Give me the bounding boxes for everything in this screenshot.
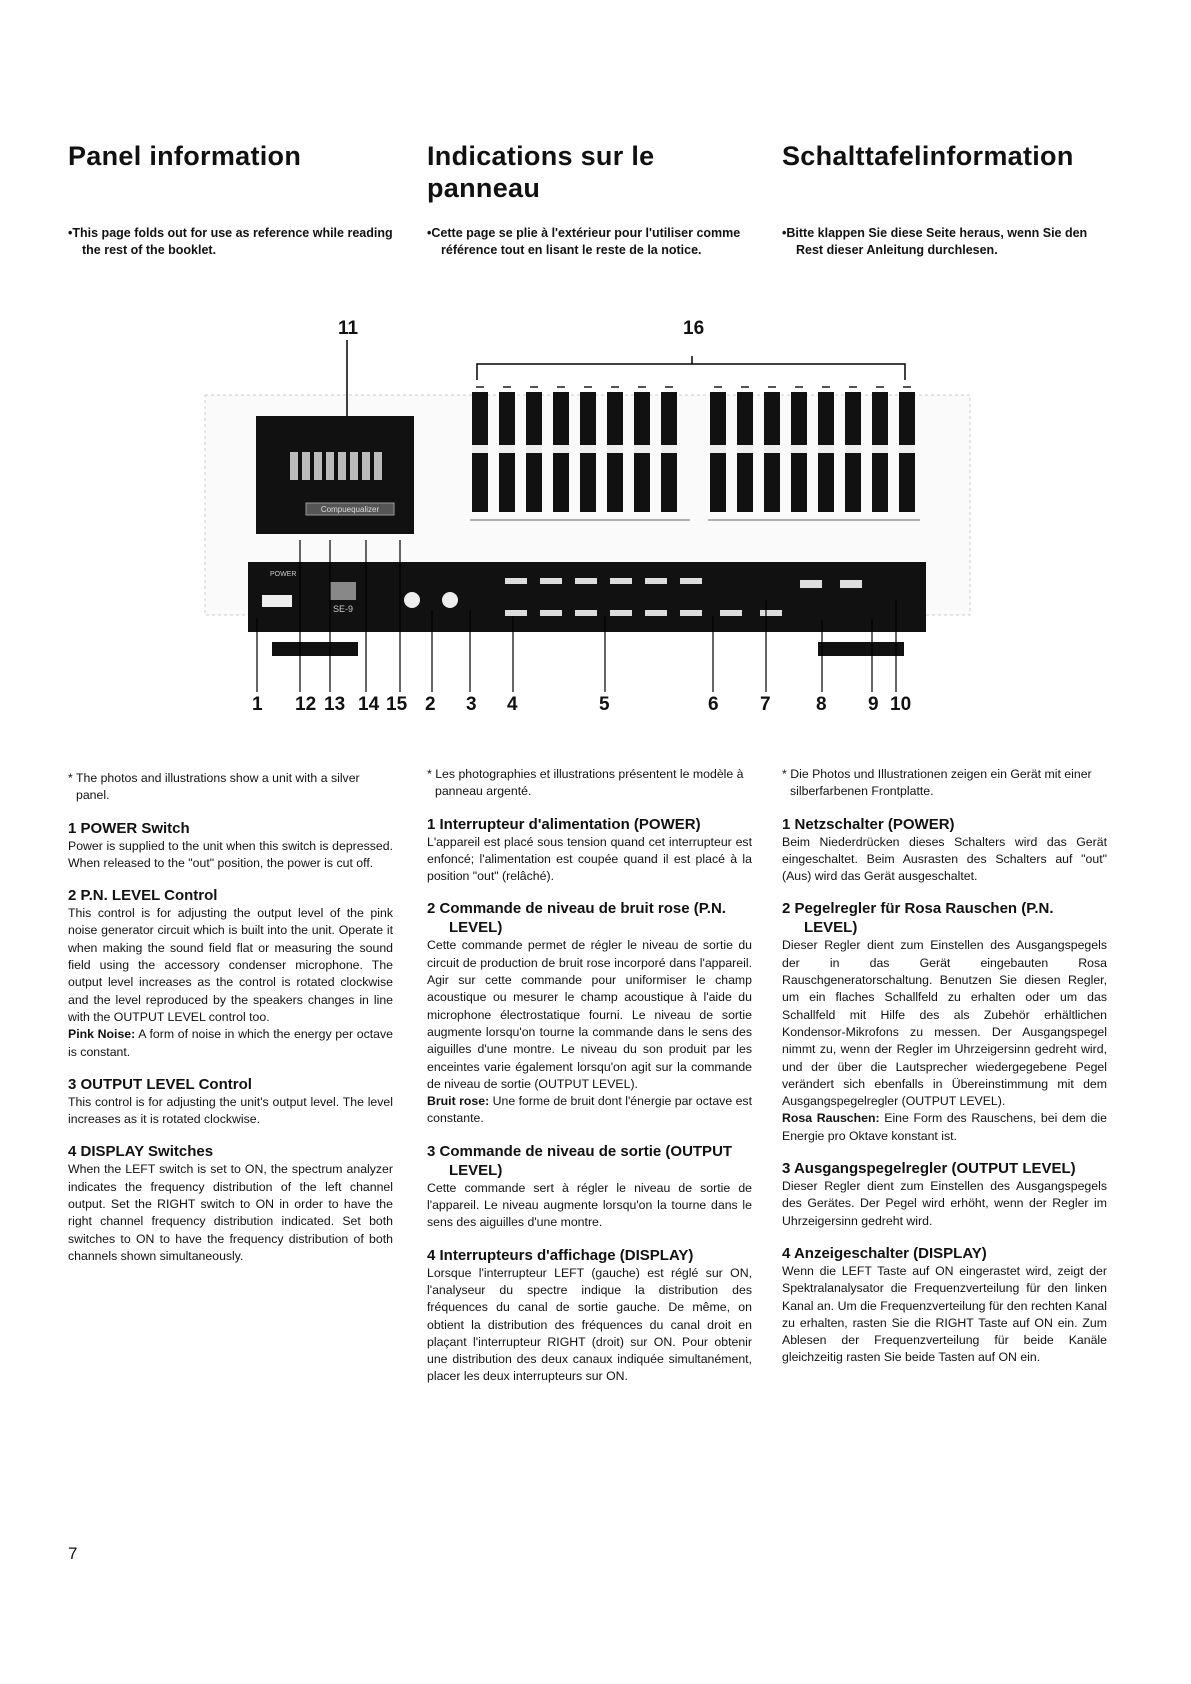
eq-slider	[791, 386, 807, 512]
strip-button	[505, 610, 527, 616]
front-panel-diagram	[0, 320, 1191, 720]
strip-button	[840, 580, 862, 588]
strip-button	[680, 610, 702, 616]
callout-12: 12	[295, 694, 317, 715]
note-fr: • Cette page se plie à l'extérieur pour l'utiliser comme référence tout en lisant le reste de la notice.	[427, 225, 761, 259]
callout-15: 15	[386, 694, 408, 715]
eq-slider	[607, 386, 623, 512]
power-button	[262, 595, 292, 607]
section-fr-3: 3 Commande de niveau de sortie (OUTPUT LEVEL) Cette commande sert à régler le niveau de sortie de l'appareil. Le niveau augmente lorsqu'on la tourne dans le sens des aiguilles d'une montre.	[427, 1142, 752, 1230]
callout-13: 13	[324, 694, 346, 715]
note-en: • This page folds out for use as reference while reading the rest of the booklet.	[68, 225, 402, 259]
eq-slider	[872, 386, 888, 512]
section-de-4: 4 Anzeigeschalter (DISPLAY) Wenn die LEFT Taste auf ON eingerastet wird, zeigt der Spektralanalysator die Frequenzverteilung für den linken Kanal an. Um die Frequenzverteilung für den rechten Kanal zu erhalten, rasten Sie die RIGHT Taste auf ON ein. Zum Ablesen der Frequenzverteilung für beide Kanäle gleichzeitig rasten Sie beide Tasten auf ON ein.	[782, 1244, 1107, 1365]
section-en-2: 2 P.N. LEVEL Control This control is for adjusting the output level of the pink noise generator circuit which is built into the unit. Operate it when making the sound field flat or measuring the sound field using the accessory condenser microphone. The output level increases as the control is rotated clockwise and the level reproduced by the speakers changes in line with the OUTPUT LEVEL control too. Pink Noise: A form of noise in which the energy per octave is constant.	[68, 887, 393, 1059]
section-fr-1: 1 Interrupteur d'alimentation (POWER) L'appareil est placé sous tension quand cet interrupteur est enfoncé; l'alimentation est coupée quand il est placé à la position "out" (relâché).	[427, 815, 752, 884]
title-fr: Indications sur le panneau	[427, 141, 655, 203]
title-en: Panel information	[68, 141, 302, 171]
strip-button	[645, 578, 667, 584]
body-en	[68, 770, 393, 1279]
strip-button	[610, 578, 632, 584]
svg-text:SE-9: SE-9	[332, 604, 354, 614]
callout-10: 10	[890, 694, 912, 715]
eq-slider	[553, 386, 569, 512]
callout-1: 1	[252, 694, 263, 715]
section-en-1: 1 POWER Switch Power is supplied to the unit when this switch is depressed. When released to the "out" position, the power is cut off.	[68, 819, 393, 870]
eq-slider	[526, 386, 542, 512]
section-de-1: 1 Netzschalter (POWER) Beim Niederdrücken dieses Schalters wird das Gerät eingeschaltet. Beim Ausrasten des Schalters auf "out" (Aus) wird das Gerät ausgeschaltet.	[782, 815, 1107, 884]
strip-button	[720, 610, 742, 616]
strip-button	[540, 578, 562, 584]
page-number: 7	[68, 1544, 78, 1563]
strip-button	[505, 578, 527, 584]
strip-button	[540, 610, 562, 616]
eq-slider	[499, 386, 515, 512]
intro-de: * Die Photos und Illustrationen zeigen ein Gerät mit einer silberfarbenen Frontplatte.	[782, 766, 1107, 801]
eq-slider	[764, 386, 780, 512]
callout-9: 9	[868, 694, 879, 715]
eq-slider	[899, 386, 915, 512]
section-en-4: 4 DISPLAY Switches When the LEFT switch is set to ON, the spectrum analyzer indicates the frequency distribution of the left channel output. Set the RIGHT switch to ON in order to have the right channel frequency distribution indicated. Set both switches to ON to have the frequency distribution of both channels shown simultaneously.	[68, 1143, 393, 1263]
eq-slider	[737, 386, 753, 512]
strip-button	[645, 610, 667, 616]
callout-16: 16	[683, 318, 705, 339]
intro-en: * The photos and illustrations show a unit with a silver panel.	[68, 770, 393, 805]
eq-slider	[472, 386, 488, 512]
callout-2: 2	[425, 694, 436, 715]
title-de: Schalttafelinformation	[782, 141, 1074, 171]
strip-button	[800, 580, 822, 588]
callout-3: 3	[466, 694, 477, 715]
callout-7: 7	[760, 694, 771, 715]
intro-fr: * Les photographies et illustrations présentent le modèle à panneau argenté.	[427, 766, 752, 801]
callout-8: 8	[816, 694, 827, 715]
front-panel-illustration	[0, 320, 1191, 720]
callout-5: 5	[599, 694, 610, 715]
body-de	[782, 766, 1107, 1381]
eq-slider	[818, 386, 834, 512]
eq-slider	[661, 386, 677, 512]
note-de: • Bitte klappen Sie diese Seite heraus, wenn Sie den Rest dieser Anleitung durchlesen.	[782, 225, 1116, 259]
eq-slider	[845, 386, 861, 512]
section-en-3: 3 OUTPUT LEVEL Control This control is for adjusting the unit's output level. The level increases as it is rotated clockwise.	[68, 1075, 393, 1127]
display-label: Compuequalizer	[320, 505, 380, 514]
section-fr-4: 4 Interrupteurs d'affichage (DISPLAY) Lorsque l'interrupteur LEFT (gauche) est réglé sur ON, l'analyseur du spectre indique la distribution des fréquences du canal de sortie gauche. De même, on obtient la distribution des fréquences du canal droit en plaçant l'interrupteur RIGHT (droit) sur ON. Pour obtenir une distribution des deux canaux indiquée simultanément, placer les deux interrupteurs sur ON.	[427, 1246, 752, 1384]
callout-4: 4	[507, 694, 518, 715]
callout-11: 11	[338, 318, 359, 339]
strip-button	[610, 610, 632, 616]
section-de-3: 3 Ausgangspegelregler (OUTPUT LEVEL) Dieser Regler dient zum Einstellen des Ausgangspegels des Gerätes. Der Pegel wird erhöht, wenn der Regler im Uhrzeigersinn gedreht wird.	[782, 1160, 1107, 1228]
svg-text:POWER: POWER	[270, 571, 297, 578]
callout-6: 6	[708, 694, 719, 715]
spectrum-display	[256, 416, 414, 534]
strip-button	[760, 610, 782, 616]
section-fr-2: 2 Commande de niveau de bruit rose (P.N. LEVEL) Cette commande permet de régler le niveau de sortie du circuit de production de bruit rose incorporé dans l'appareil. Agir sur cette commande pour uniformiser le champ acoustique ou mesurer le champ acoustique à l'aide du microphone électrostatique fourni. Le niveau de sortie augmente lorsqu'on tourne la commande dans le sens des aiguilles d'une montre. Le niveau du son produit par les enceintes varie également lorsqu'on agit sur la commande de niveau de sortie (OUTPUT LEVEL). Bruit rose: Une forme de bruit dont l'énergie par octave est constante.	[427, 900, 752, 1126]
eq-slider	[634, 386, 650, 512]
eq-slider	[710, 386, 726, 512]
eq-slider	[580, 386, 596, 512]
section-de-2: 2 Pegelregler für Rosa Rauschen (P.N. LEVEL) Dieser Regler dient zum Einstellen des Ausgangspegels der in das Gerät eingebauten Rosa Rauschgeneratorschaltung. Benutzen Sie diesen Regler, um ein flaches Schallfeld zu erhalten oder um das Schallfeld mit Hilfe des als Zubehör erhältlichen Kondensor-Mikrofons zu messen. Der Ausgangspegel nimmt zu, wenn der Regler im Uhrzeigersinn gedreht wird, und der über die Lautsprecher wiedergegebene Pegel verändert sich ebenfalls in Übereinstimmung mit dem Ausgangspegelregler (OUTPUT LEVEL). Rosa Rauschen: Eine Form des Rauschens, bei dem die Energie pro Oktave konstant ist.	[782, 900, 1107, 1143]
callout-14: 14	[358, 694, 380, 715]
strip-button	[575, 610, 597, 616]
body-fr	[427, 766, 752, 1400]
strip-button	[680, 578, 702, 584]
output-level-knob	[442, 592, 458, 608]
strip-button	[575, 578, 597, 584]
pn-level-knob	[404, 592, 420, 608]
